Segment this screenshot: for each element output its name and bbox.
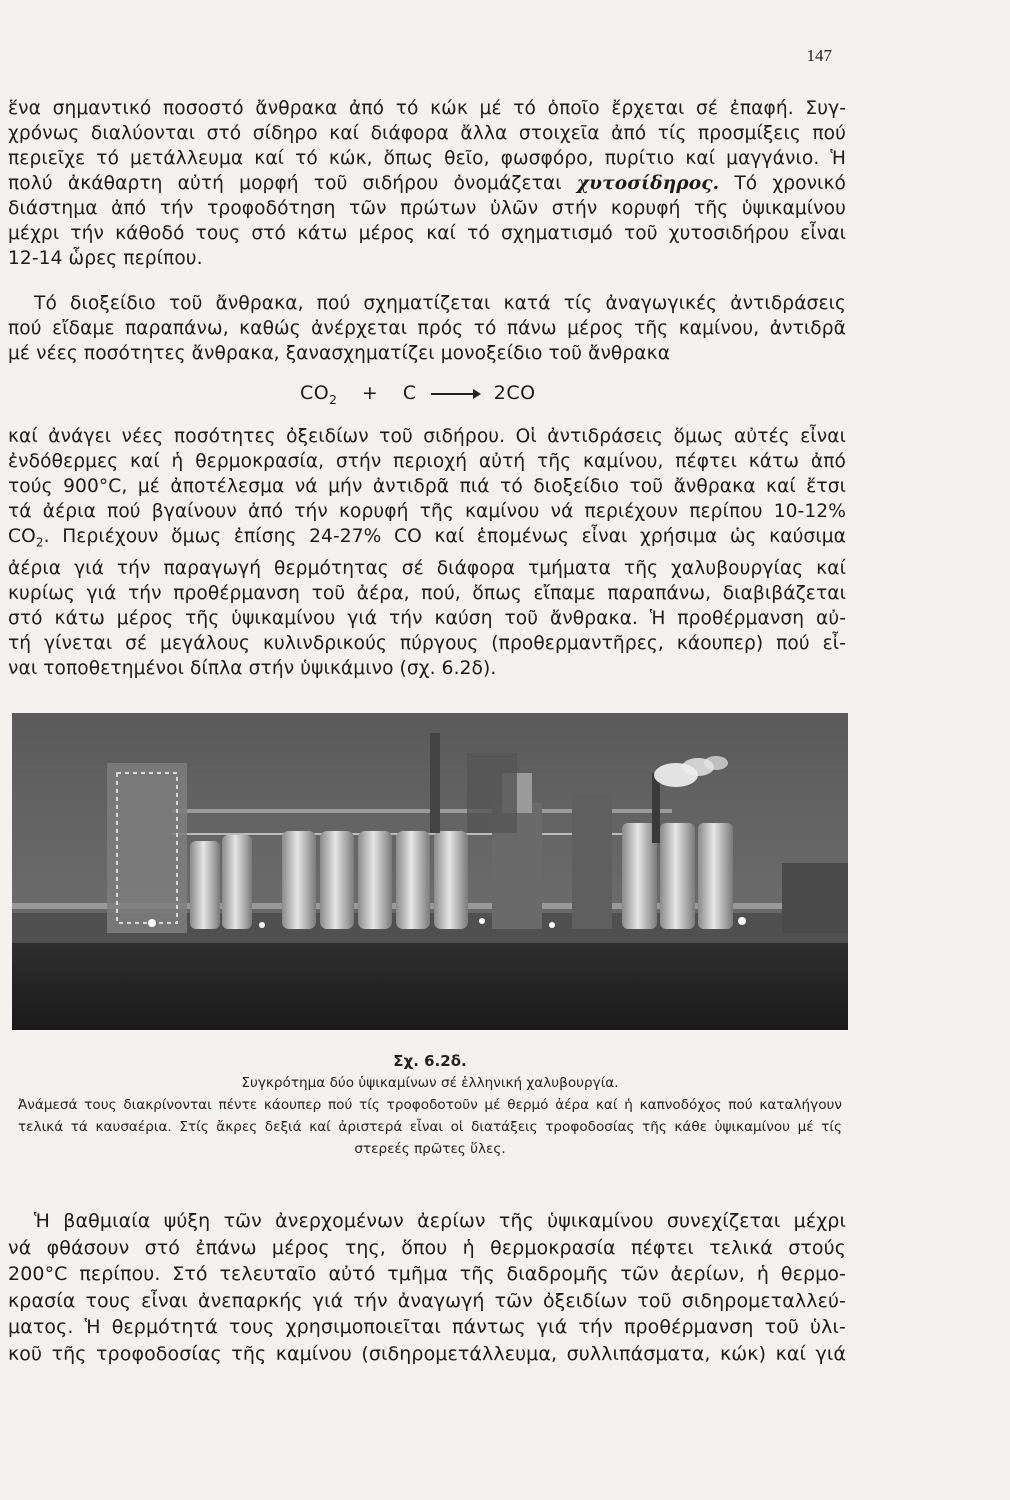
text-segment: πολύ ἀκάθαρτη αὐτή μορφή τοῦ σιδήρου ὀνομάζεται <box>8 173 562 194</box>
text-line: Ἡ βαθμιαία ψύξη τῶν ἀνερχομένων ἀερίων τῆς ὑψικαμίνου συνεχίζεται μέχρι <box>34 1210 846 1232</box>
text-line: κοῦ τῆς τροφοδοσίας τῆς καμίνου (σιδηρομετάλλευμα, συλλιπάσματα, κώκ) καί γιά <box>8 1342 846 1365</box>
text-line: νά φθάσουν στό ἐπάνω μέρος της, ὅπου ἡ θερμοκρασία πέφτει τελικά στούς <box>8 1236 846 1259</box>
formula-text: CO <box>8 526 36 547</box>
paragraph-3 <box>8 424 846 681</box>
text-line: ἐνδόθερμες καί ἡ θερμοκρασία, στήν περιοχή αὐτή τῆς καμίνου, πέφτει κάτω ἀπό <box>8 451 846 472</box>
formula-subscript: 2 <box>35 535 44 550</box>
product-co: 2CO <box>493 382 536 404</box>
text-line: μέχρι τήν κάθοδό τους στό κάτω μέρος καί τό σχηματισμό τοῦ χυτοσιδήρου εἶναι <box>8 223 846 244</box>
photo-illustration <box>12 713 848 1030</box>
paragraph-2 <box>8 291 846 366</box>
text-line-with-term <box>8 171 846 196</box>
text-line: χρόνως διαλύονται στό σίδηρο καί διάφορα ἄλλα στοιχεῖα ἀπό τίς προσμίξεις πού <box>8 123 846 144</box>
text-line: κυρίως γιά τήν προθέρμανση τοῦ ἀέρα, πού, ὅπως εἴπαμε παραπάνω, διαβιβάζεται <box>8 582 846 604</box>
term-cast-iron: χυτοσίδηρος. <box>576 173 720 194</box>
text-line: καί ἀνάγει νέες ποσότητες ὀξειδίων τοῦ σιδήρου. Οἱ ἀντιδράσεις ὅμως αὐτές εἶναι <box>8 426 846 447</box>
page-number: 147 <box>806 46 832 65</box>
reaction-arrow-icon <box>431 393 479 395</box>
text-line-with-formula <box>8 524 846 556</box>
text-line: διάστημα ἀπό τήν τροφοδότηση τῶν πρώτων ὑλῶν στήν κορυφή τῆς ὑψικαμίνου <box>8 198 846 219</box>
co2-formula <box>8 526 44 550</box>
text-line: τούς 900°C, μέ ἀποτέλεσμα νά μήν ἀντιδρᾶ πιά τό διοξείδιο τοῦ ἄνθρακα καί ἔτσι <box>8 476 846 497</box>
text-line: μέ νέες ποσότητες ἄνθρακα, ξανασχηματίζει μονοξείδιο τοῦ ἄνθρακα <box>8 343 671 364</box>
text-segment: Τό χρονικό <box>734 173 846 194</box>
text-line: κρασία τους εἶναι ἀνεπαρκής γιά τήν ἀναγωγή τῶν ὀξειδίων τοῦ σιδηρομεταλλεύ- <box>8 1289 846 1312</box>
text-line: τά ἀέρια πού βγαίνουν ἀπό τήν κορυφή τῆς καμίνου νά περιέχουν περίπου 10-12% <box>8 501 846 522</box>
blast-furnace-photo <box>12 713 848 1030</box>
figure-description: Ἀνάμεσά τους διακρίνονται πέντε κάουπερ πού τίς τροφοδοτοῦν μέ θερμό ἀέρα καί ἡ καπνοδόχος πού καταλήγουν τελικά τά καυσαέρια. Στίς ἄκρες δεξιά καί ἀριστερά εἶναι οἱ διατάξεις τροφοδοσίας τῆς κάθε ὑψικαμίνου μέ τίς στερεές πρῶτες ὕλες. <box>18 1097 842 1157</box>
figure-label: Σχ. 6.2δ. <box>393 1052 467 1070</box>
text-line: ναι τοποθετημένοι δίπλα στήν ὑψικάμινο (σχ. 6.2δ). <box>8 657 497 679</box>
text-line: Τό διοξείδιο τοῦ ἄνθρακα, πού σχηματίζεται κατά τίς ἀναγωγικές ἀντιδράσεις <box>34 293 846 314</box>
text-line: περιεῖχε τό μετάλλευμα καί τό κώκ, ὅπως θεῖο, φωσφόρο, πυρίτιο καί μαγγάνιο. Ἡ <box>8 148 846 169</box>
figure-caption <box>12 1050 848 1160</box>
text-line: 12-14 ὧρες περίπου. <box>8 248 203 269</box>
reactant-formula: CO <box>300 382 330 404</box>
plus-sign: + <box>361 382 379 404</box>
text-line: ἕνα σημαντικό ποσοστό ἄνθρακα ἀπό τό κώκ μέ τό ὁποῖο ἔρχεται σέ ἐπαφή. Συγ- <box>8 98 846 119</box>
text-line: στό κάτω μέρος τῆς ὑψικαμίνου γιά τήν καύση τοῦ ἄνθρακα. Ἡ προθέρμανση αὐ- <box>8 607 846 629</box>
text-line: ματος. Ἡ θερμότητά τους χρησιμοποιεῖται πάντως γιά τήν προθέρμανση τοῦ ὑλι- <box>8 1316 846 1338</box>
reactant-co2 <box>300 382 338 407</box>
text-line: 200°C περίπου. Στό τελευταῖο αὐτό τμῆμα τῆς διαδρομῆς τῶν ἀερίων, ἡ θερμο- <box>8 1263 846 1285</box>
reactant-subscript: 2 <box>329 392 338 407</box>
figure-title: Συγκρότημα δύο ὑψικαμίνων σέ ἑλληνική χαλυβουργία. <box>241 1075 619 1091</box>
text-segment: . Περιέχουν ὅμως ἐπίσης 24-27% CO καί ἑπομένως εἶναι χρήσιμα ὡς καύσιμα <box>43 526 846 547</box>
text-line: πού εἴδαμε παραπάνω, καθώς ἀνέρχεται πρός τό πάνω μέρος τῆς καμίνου, ἀντιδρᾶ <box>8 318 846 339</box>
text-line: ἀέρια γιά τήν παραγωγή θερμότητας σέ διάφορα τμήματα τῆς χαλυβουργίας καί <box>8 557 846 579</box>
reactant-carbon: C <box>402 382 417 404</box>
paragraph-1 <box>8 96 846 271</box>
paragraph-4 <box>8 1208 846 1367</box>
text-line: τή γίνεται σέ μεγάλους κυλινδρικούς πύργους (προθερμαντῆρες, κάουπερ) πού εἶ- <box>8 632 846 654</box>
chemical-equation <box>300 382 536 407</box>
